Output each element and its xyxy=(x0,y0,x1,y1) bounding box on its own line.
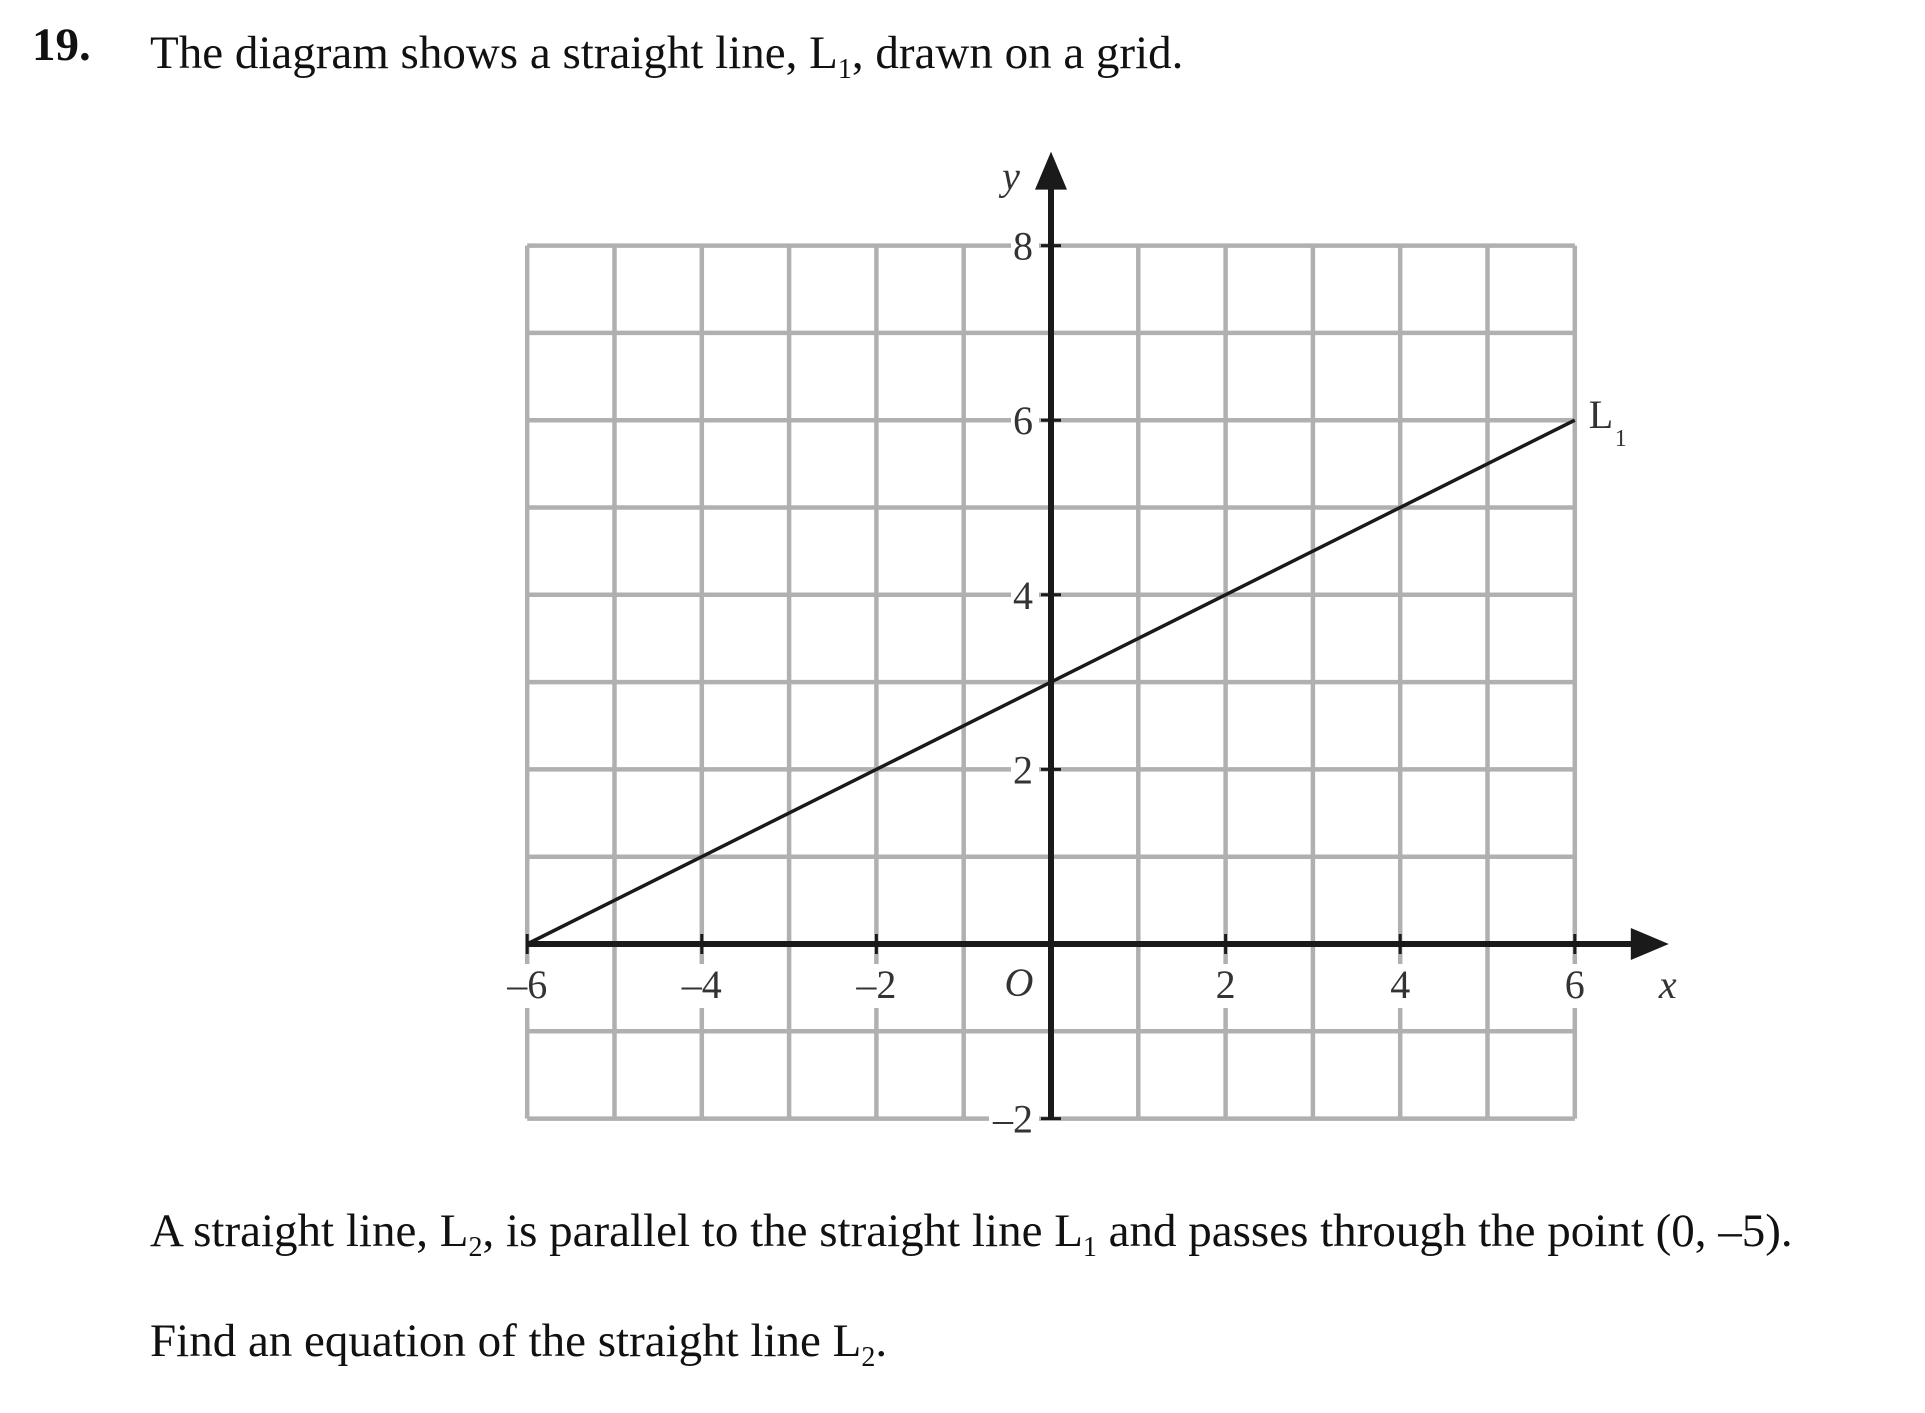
para1-text-post: and passes through the point (0, –5). xyxy=(1096,1205,1793,1257)
question-paragraph-1 xyxy=(150,1205,1793,1263)
intro-subscript: 1 xyxy=(837,54,852,85)
y-axis-arrowhead xyxy=(1035,152,1067,190)
x-tick-label: –2 xyxy=(856,962,897,1007)
para2-text-post: . xyxy=(875,1315,888,1367)
x-tick-label: 4 xyxy=(1390,962,1411,1007)
para1-subscript-1: 2 xyxy=(468,1232,483,1263)
series-label-l1: L xyxy=(1588,392,1614,438)
y-tick-label: 2 xyxy=(1013,747,1033,793)
y-tick-label: 4 xyxy=(1013,572,1033,618)
x-axis-label: x xyxy=(1658,962,1677,1007)
question-number: 19. xyxy=(32,19,91,71)
y-tick-label: 6 xyxy=(1013,398,1033,444)
question-paragraph-2 xyxy=(150,1315,888,1373)
para2-subscript: 2 xyxy=(861,1342,876,1373)
x-tick-label: –6 xyxy=(507,962,548,1007)
series-label-l1-subscript: 1 xyxy=(1614,426,1627,453)
para2-text-pre: Find an equation of the straight line L xyxy=(150,1315,862,1367)
intro-text-pre: The diagram shows a straight line, L xyxy=(150,27,838,79)
para1-text-mid: , is parallel to the straight line L xyxy=(482,1205,1083,1257)
x-axis-arrowhead xyxy=(1631,928,1669,960)
y-axis-label: y xyxy=(1002,153,1020,199)
x-tick-label: 6 xyxy=(1564,962,1585,1007)
y-tick-label: 8 xyxy=(1013,223,1033,269)
para1-text-pre: A straight line, L xyxy=(150,1205,469,1257)
origin-label: O xyxy=(1004,960,1034,1005)
x-tick-label: 2 xyxy=(1215,962,1236,1007)
y-tick-label: –2 xyxy=(993,1096,1033,1142)
intro-text-post: , drawn on a grid. xyxy=(851,27,1184,79)
x-tick-label: –4 xyxy=(681,962,722,1007)
para1-subscript-2: 1 xyxy=(1082,1232,1097,1263)
